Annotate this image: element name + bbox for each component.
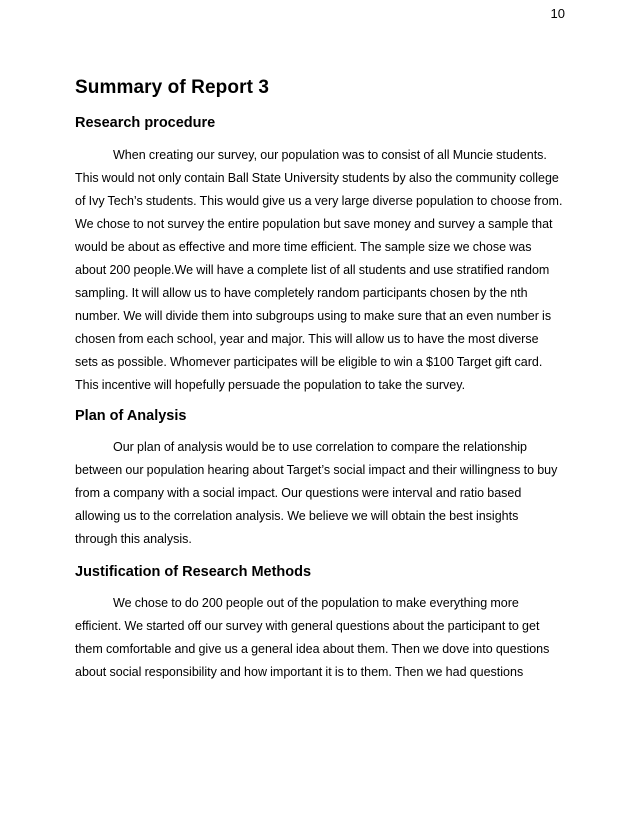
section-heading-research-procedure: Research procedure <box>75 115 216 131</box>
paragraph-justification: We chose to do 200 people out of the population to make everything more efficient. We started off our survey with general questions about the participant to get them comfortable and give us a general idea about them. Then we dove into questions about social responsibility and how important it is to them. Then we had questions <box>75 596 550 679</box>
paragraph-plan-of-analysis: Our plan of analysis would be to use correlation to compare the relationship between our population hearing about Target’s social impact and their willingness to buy from a company with a social impact. Our questions were interval and ratio based allowing us to the correlation analysis. We believe we will obtain the best insights through this analysis. <box>75 440 558 546</box>
report-title: Summary of Report 3 <box>75 77 270 98</box>
section-heading-plan-of-analysis: Plan of Analysis <box>75 408 187 424</box>
page-number: 10 <box>550 6 565 21</box>
page-content <box>75 76 563 684</box>
section-heading-justification: Justification of Research Methods <box>75 564 312 580</box>
paragraph-research-procedure: When creating our survey, our population was to consist of all Muncie students. This would not only contain Ball State University students by also the community college of Ivy Tech’s students. This would give us a very large diverse population to choose from. We chose to not survey the entire population but save money and survey a sample that would be about as effective and more time efficient. The sample size we chose was about 200 people.We will have a complete list of all students and use stratified random sampling. It will allow us to have completely random participants chosen by the nth number. We will divide them into subgroups using to make sure that an even number is chosen from each school, year and major. This will allow us to have the most diverse sets as possible. Whomever participates will be eligible to win a $100 Target gift card. This incentive will hopefully persuade the population to take the survey. <box>75 148 563 392</box>
